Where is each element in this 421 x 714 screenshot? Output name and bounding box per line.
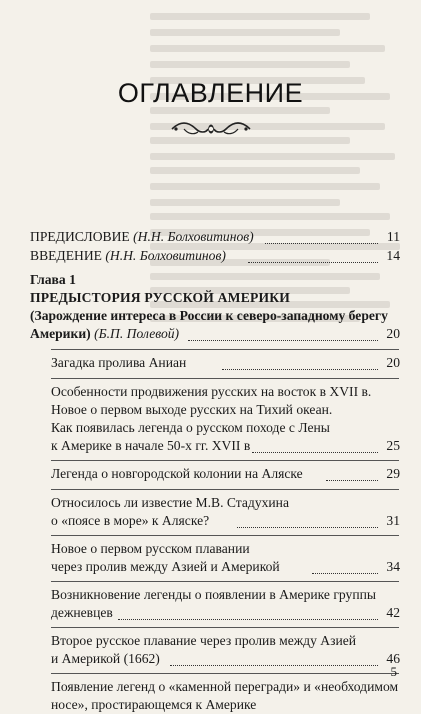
section-divider (51, 627, 399, 628)
section-line: Относилось ли известие М.В. Стадухина (51, 495, 289, 510)
intro-page: 14 (386, 248, 400, 263)
preface-page: 11 (386, 229, 400, 244)
chapter-page: 20 (386, 326, 400, 341)
section-divider (51, 349, 399, 350)
dot-leader (118, 601, 378, 620)
section-page: 42 (386, 605, 400, 620)
toc-section[interactable] (51, 354, 186, 372)
chapter-subtitle-line2 (30, 325, 179, 343)
section-line: Появление легенд о «каменной перегради» и «необходимом (51, 679, 399, 694)
page-number: 5 (390, 664, 397, 679)
section-line: Особенности продвижения русских на восток в XVII в. (51, 384, 372, 399)
section-line: Новое о первом русском плавании (51, 541, 250, 556)
preface-author: (Н.Н. Болховитинов) (133, 229, 254, 244)
intro-label: ВВЕДЕНИЕ (30, 248, 102, 263)
section-line: дежневцев (51, 605, 113, 620)
section-page: 31 (386, 513, 400, 528)
section-divider (51, 581, 399, 582)
section-page: 29 (386, 466, 400, 481)
section-line: Второе русское плавание через пролив между Азией (51, 633, 357, 648)
dot-leader (248, 244, 378, 263)
toc-preface[interactable] (30, 228, 254, 246)
section-line: к Америке в начале 50-х гг. XVII в (51, 438, 251, 453)
section-line: о «поясе в море» к Аляске? (51, 513, 210, 528)
chapter-title[interactable]: ПРЕДЫСТОРИЯ РУССКОЙ АМЕРИКИ (30, 290, 291, 305)
dot-leader (188, 322, 378, 341)
toc-section[interactable] (51, 678, 398, 714)
chapter-number: Глава 1 (30, 272, 76, 287)
toc-section[interactable] (51, 465, 303, 483)
ornament-icon (170, 118, 252, 140)
section-page: 20 (386, 355, 400, 370)
chapter-author: (Б.П. Полевой) (94, 326, 180, 341)
dot-leader (312, 555, 378, 574)
preface-label: ПРЕДИСЛОВИЕ (30, 229, 130, 244)
dot-leader (222, 351, 378, 370)
dot-leader (265, 225, 378, 244)
section-line: Загадка пролива Аниан (51, 355, 187, 370)
page-title: ОГЛАВЛЕНИЕ (117, 78, 304, 108)
section-line: через пролив между Азией и Америкой (51, 559, 280, 574)
chapter-subtitle-text: Америки) (30, 326, 91, 341)
section-divider (51, 460, 399, 461)
section-line: Новое о первом выходе русских на Тихий океан. (51, 402, 333, 417)
chapter-subtitle-line1: (Зарождение интереса в России к северо-западному берегу (30, 308, 388, 323)
toc-intro[interactable] (30, 247, 226, 265)
section-line: Возникновение легенды о появлении в Америке группы (51, 587, 377, 602)
dot-leader (252, 434, 378, 453)
dot-leader (170, 647, 378, 666)
section-line: Как появилась легенда о русском походе с Лены (51, 420, 330, 435)
section-divider (51, 489, 399, 490)
section-divider (51, 378, 399, 379)
bleed-through-texture (150, 0, 421, 330)
section-page: 34 (386, 559, 400, 574)
section-line: носе», простирающемся к Америке (51, 697, 257, 712)
section-page: 25 (386, 438, 400, 453)
section-divider (51, 535, 399, 536)
section-line: Легенда о новгородской колонии на Аляске (51, 466, 303, 481)
section-line: и Америкой (1662) (51, 651, 160, 666)
section-divider (51, 673, 399, 674)
section-page: 46 (386, 651, 400, 666)
toc-section[interactable] (51, 540, 280, 576)
dot-leader (237, 509, 378, 528)
intro-author: (Н.Н. Болховитинов) (105, 248, 226, 263)
